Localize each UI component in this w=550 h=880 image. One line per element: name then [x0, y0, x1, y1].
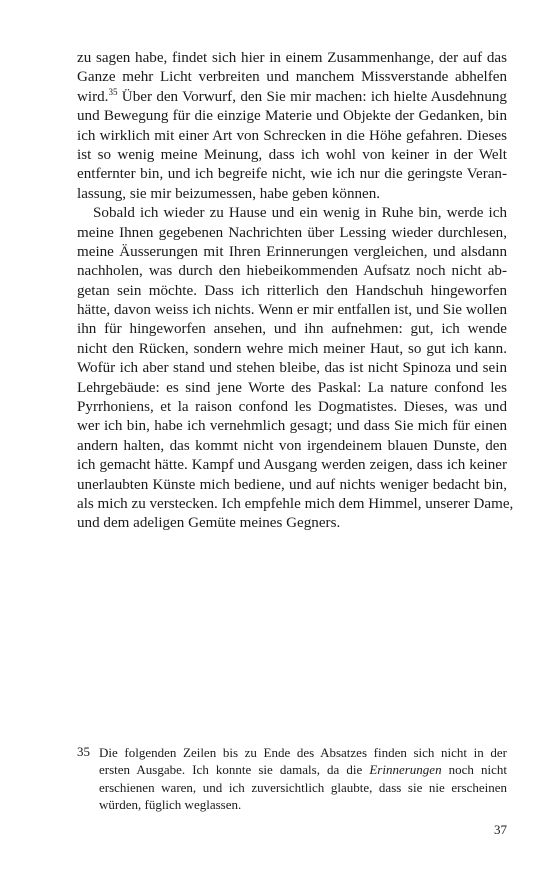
- text-line: und Bewegung für die einzige Materie und Objekte der Gedanken, bin: [77, 108, 507, 125]
- text-segment: Über den Vorwurf, den Sie mir machen: ich hielte Ausdehnung: [121, 88, 507, 105]
- text-line: lassung, sie mir beizumessen, habe geben können.: [77, 185, 381, 202]
- text-line: unerlaubten Künste mich bediene, und auf nichts weniger bedacht bin,: [77, 476, 507, 493]
- text-line: ich gemacht hätte. Kampf und Ausgang werden zeigen, dass ich keiner: [77, 457, 507, 474]
- text-line: andern halten, das kommt nicht von irgendeinem blauen Dunste, den: [77, 437, 507, 454]
- paragraph-1: [77, 49, 507, 204]
- text-line: nachholen, was durch den hiebeikommenden Aufsatz noch nicht ab-: [77, 263, 507, 280]
- text-line: entfernter bin, und ich begreife nicht, wie ich nur die geringste Veran-: [77, 166, 507, 183]
- paragraph-2: [77, 204, 514, 534]
- text-line: nicht den Rücken, sondern wehre mich meiner Haut, so gut ich kann.: [77, 340, 507, 357]
- text-line: hätte, davon weiss ich nichts. Wenn er mir entfallen ist, und Sie wollen: [77, 302, 507, 319]
- text-line: Ganze mehr Licht verbreiten und manchem Missverstande abhelfen: [77, 69, 507, 86]
- text-line: [77, 88, 507, 107]
- footnote-line: würden, füglich weglassen.: [99, 796, 242, 812]
- italic-title: Erinnerungen: [369, 762, 442, 778]
- text-segment: ersten Ausgabe. Ich konnte sie damals, da die: [99, 762, 370, 778]
- text-segment: wird.: [77, 88, 109, 105]
- text-line: Sobald ich wieder zu Hause und ein wenig in Ruhe bin, werde ich: [93, 205, 507, 222]
- text-line: getan sein möchte. Dass ich ritterlich den Handschuh hingeworfen: [77, 282, 507, 299]
- text-line: und dem adeligen Gemüte meines Gegners.: [77, 515, 341, 532]
- text-line: Pyrrhoniens, et la raison confond les Dogmatistes. Dieses, was und: [77, 399, 507, 416]
- footnote-number: 35: [77, 744, 90, 759]
- text-line: Lehrgebäude: es sind jene Worte des Paskal: La nature confond les: [77, 379, 507, 396]
- text-line: zu sagen habe, findet sich hier in einem Zusammenhange, der auf das: [77, 50, 507, 66]
- text-line: ist so wenig meine Meinung, dass ich wohl von keiner in der Welt: [77, 146, 507, 163]
- text-line: ich wirklich mit einer Art von Schrecken in die Höhe gefahren. Dieses: [77, 127, 507, 144]
- text-line: Wofür ich aber stand und stehen bleibe, das ist nicht Spinoza und sein: [77, 360, 507, 377]
- page-number: 37: [494, 822, 507, 837]
- text-line: meine Äusserungen mit Ihren Erinnerungen vergleichen, und alsdann: [77, 243, 507, 260]
- text-line: ihn für hingeworfen ansehen, und ihn aufnehmen: gut, ich wende: [77, 321, 507, 338]
- footnote-text: [99, 744, 507, 813]
- main-text: [77, 49, 514, 534]
- footnote-reference: 35: [108, 86, 118, 97]
- footnote-line: [99, 761, 507, 778]
- text-line: wer ich bin, habe ich vernehmlich gesagt; und dass Sie mich für einen: [77, 418, 507, 435]
- text-line: meine Ihnen gegebenen Nachrichten über Lessing wieder durchlesen,: [77, 224, 507, 241]
- text-line: als mich zu verstecken. Ich empfehle mich dem Himmel, unserer Dame,: [77, 495, 514, 512]
- footnote-line: Die folgenden Zeilen bis zu Ende des Absatzes finden sich nicht in der: [99, 745, 507, 760]
- text-segment: noch nicht: [441, 762, 508, 778]
- footnote-line: erschienen waren, und ich zuversichtlich glaubte, dass sie nie erscheinen: [99, 779, 507, 795]
